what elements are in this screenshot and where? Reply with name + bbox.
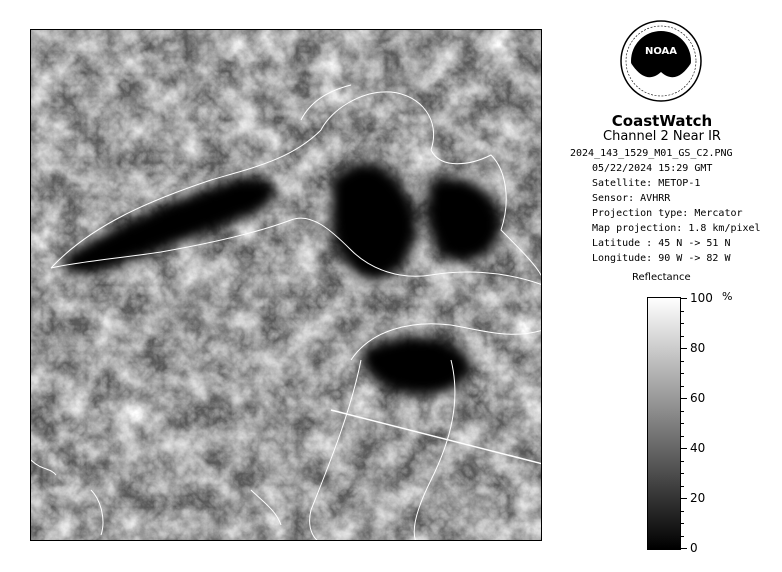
scale-minor-tick bbox=[681, 523, 684, 524]
scale-tick-label: 60 bbox=[690, 391, 706, 405]
scale-minor-tick bbox=[681, 373, 684, 374]
projection-type: Projection type: Mercator bbox=[592, 208, 743, 219]
scale-minor-tick bbox=[681, 336, 684, 337]
scale-minor-tick bbox=[681, 386, 684, 387]
satellite-image bbox=[30, 29, 542, 541]
scale-tick-label: 0 bbox=[690, 541, 698, 555]
scale-tick-label: 100 bbox=[690, 291, 713, 305]
scale-tick-mark bbox=[681, 348, 687, 349]
latitude-range: Latitude : 45 N -> 51 N bbox=[592, 238, 731, 249]
scale-tick-label: 80 bbox=[690, 341, 706, 355]
scale-minor-tick bbox=[681, 461, 684, 462]
longitude-range: Longitude: 90 W -> 82 W bbox=[592, 253, 731, 264]
scale-minor-tick bbox=[681, 361, 684, 362]
scale-tick-mark bbox=[681, 298, 687, 299]
scale-tick-mark bbox=[681, 448, 687, 449]
scale-tick-mark bbox=[681, 498, 687, 499]
scale-minor-tick bbox=[681, 411, 684, 412]
scale-minor-tick bbox=[681, 311, 684, 312]
scale-tick-mark bbox=[681, 548, 687, 549]
scale-minor-tick bbox=[681, 486, 684, 487]
scale-tick-label: 40 bbox=[690, 441, 706, 455]
brand-title: CoastWatch bbox=[611, 112, 713, 130]
channel-title: Channel 2 Near IR bbox=[603, 129, 721, 144]
map-projection: Map projection: 1.8 km/pixel bbox=[592, 223, 761, 234]
scale-minor-tick bbox=[681, 536, 684, 537]
scale-minor-tick bbox=[681, 323, 684, 324]
scale-tick-mark bbox=[681, 398, 687, 399]
scale-minor-tick bbox=[681, 436, 684, 437]
date-time: 05/22/2024 15:29 GMT bbox=[592, 163, 713, 174]
reflectance-colorbar bbox=[647, 297, 681, 550]
scale-minor-tick bbox=[681, 473, 684, 474]
scale-title: Reflectance bbox=[632, 272, 691, 283]
cloud-detail bbox=[31, 30, 542, 541]
scale-minor-tick bbox=[681, 511, 684, 512]
scale-tick-label: 20 bbox=[690, 491, 706, 505]
satellite-label: Satellite: METOP-1 bbox=[592, 178, 701, 189]
scale-minor-tick bbox=[681, 423, 684, 424]
noaa-logo bbox=[620, 20, 702, 102]
scale-unit: % bbox=[722, 290, 733, 303]
file-name: 2024_143_1529_M01_GS_C2.PNG bbox=[570, 148, 733, 159]
logo-text: NOAA bbox=[644, 46, 678, 57]
satellite-map-svg bbox=[31, 30, 542, 541]
sensor-label: Sensor: AVHRR bbox=[592, 193, 671, 204]
